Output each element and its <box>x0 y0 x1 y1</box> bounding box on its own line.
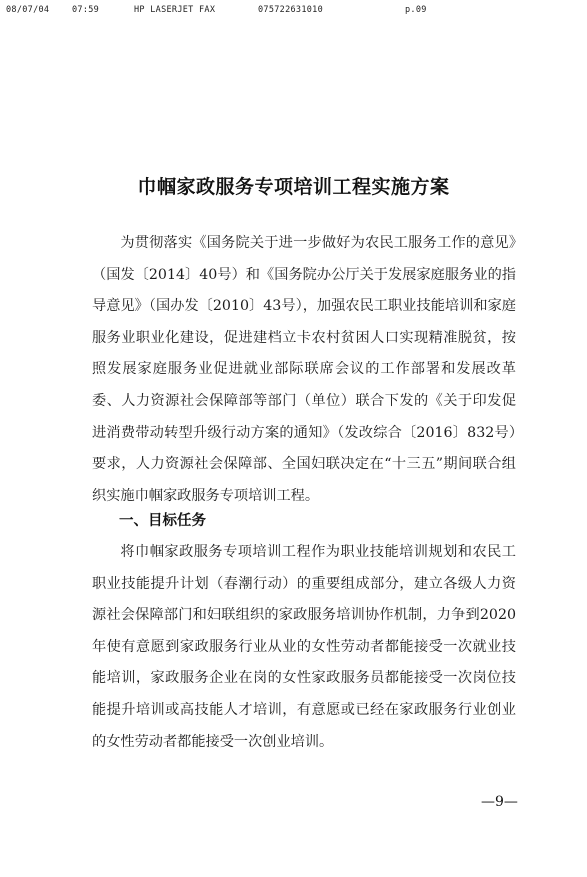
fax-header <box>0 0 587 22</box>
section-heading-goals: 一、目标任务 <box>119 513 206 529</box>
fax-time: 07:59 <box>72 5 100 15</box>
goals-paragraph: 将巾帼家政服务专项培训工程作为职业技能培训规划和农民工职业技能提升计划（春潮行动）的重要组成部分，建立各级人力资源社会保障部门和妇联组织的家政服务培训协作机制，力争到2020年使有意愿到家政服务行业从业的女性劳动者都能接受一次就业技能培训，家政服务企业在岗的女性家政服务员都能接受一次岗位技能提升培训或高技能人才培训，有意愿或已经在家政服务行业创业的女性劳动者都能接受一次创业培训。 <box>92 544 516 750</box>
fax-device-name: HP LASERJET FAX <box>134 5 216 15</box>
fax-phone-number: 075722631010 <box>258 5 324 15</box>
intro-paragraph: 为贯彻落实《国务院关于进一步做好为农民工服务工作的意见》（国发〔2014〕40号）和《国务院办公厅关于发展家庭服务业的指导意见》（国办发〔2010〕43号），加强农民工职业技能培训和家庭服务业职业化建设，促进建档立卡农村贫困人口实现精准脱贫，按照发展家庭服务业促进就业部际联席会议的工作部署和发展改革委、人力资源社会保障部等部门（单位）联合下发的《关于印发促进消费带动转型升级行动方案的通知》（发改综合〔2016〕832号）要求，人力资源社会保障部、全国妇联决定在“十三五”期间联合组织实施巾帼家政服务专项培训工程。 <box>92 235 516 504</box>
document-title: 巾帼家政服务专项培训工程实施方案 <box>137 176 450 198</box>
page-number: —9— <box>481 794 518 810</box>
fax-page-indicator: p.09 <box>405 5 427 15</box>
fax-date: 08/07/04 <box>6 5 50 15</box>
